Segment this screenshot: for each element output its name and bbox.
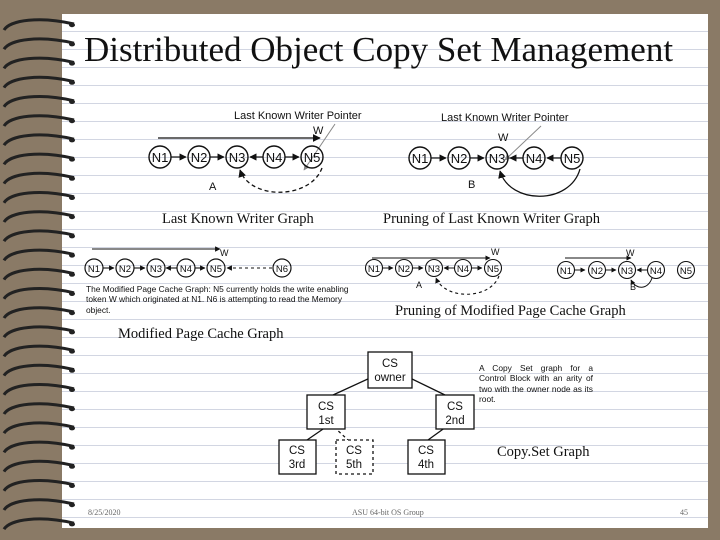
node-n2 xyxy=(188,146,210,168)
svg-text:N3: N3 xyxy=(620,266,634,277)
svg-text:N3: N3 xyxy=(149,264,163,275)
node-n1 xyxy=(366,260,383,277)
svg-text:5th: 5th xyxy=(346,459,362,471)
node-n5 xyxy=(301,146,323,168)
writer-label: W xyxy=(491,247,500,257)
label-a: A xyxy=(209,181,217,193)
mpc-pruned-b-graph xyxy=(558,248,695,292)
footer-page-number: 45 xyxy=(680,508,688,517)
mpc-pruned-a-graph xyxy=(366,247,502,294)
node-n4 xyxy=(648,262,665,279)
lkw-pruned-header: Last Known Writer Pointer xyxy=(441,112,569,124)
svg-text:CS: CS xyxy=(447,401,463,413)
dashed-arc xyxy=(240,168,322,192)
node-n4 xyxy=(455,260,472,277)
svg-text:1st: 1st xyxy=(318,415,334,427)
footer-date: 8/25/2020 xyxy=(88,508,121,517)
node-n1 xyxy=(85,259,103,277)
caption-lkw-graph: Last Known Writer Graph xyxy=(162,211,314,227)
svg-text:N1: N1 xyxy=(367,264,381,275)
node-n4 xyxy=(523,147,545,169)
svg-text:owner: owner xyxy=(374,372,406,384)
svg-text:4th: 4th xyxy=(418,459,434,471)
node-n2 xyxy=(448,147,470,169)
caption-lkw-pruned: Pruning of Last Known Writer Graph xyxy=(383,211,601,227)
svg-text:N5: N5 xyxy=(486,264,500,275)
node-n5 xyxy=(207,259,225,277)
svg-text:N5: N5 xyxy=(563,151,581,166)
edge-owner-1st xyxy=(333,378,370,395)
cs-2nd-node xyxy=(436,395,474,429)
node-n6 xyxy=(273,259,291,277)
node-n4 xyxy=(263,146,285,168)
node-n2 xyxy=(116,259,134,277)
svg-text:N4: N4 xyxy=(649,266,663,277)
lkw-header: Last Known Writer Pointer xyxy=(234,110,362,122)
writer-label: W xyxy=(220,248,229,258)
label-a: A xyxy=(416,280,423,290)
dashed-arc xyxy=(436,276,499,294)
writer-label: W xyxy=(498,132,509,144)
slide-title: Distributed Object Copy Set Management xyxy=(84,30,674,69)
svg-text:N1: N1 xyxy=(559,266,573,277)
svg-text:CS: CS xyxy=(318,401,334,413)
node-n4 xyxy=(177,259,195,277)
svg-text:CS: CS xyxy=(346,445,362,457)
prune-arc xyxy=(500,169,580,196)
svg-text:N4: N4 xyxy=(179,264,193,275)
svg-text:N4: N4 xyxy=(525,151,543,166)
copyset-note: A Copy Set graph for a Control Block with an arity of two with the owner node as its root. xyxy=(479,363,593,405)
node-n1 xyxy=(149,146,171,168)
svg-text:N4: N4 xyxy=(265,150,283,165)
node-n3 xyxy=(426,260,443,277)
mpc-note: The Modified Page Cache Graph: N5 currently holds the write enabling token W which originated at N1. N6 is attempting to read the Memory object. xyxy=(86,284,349,315)
svg-text:N5: N5 xyxy=(679,266,693,277)
node-n3 xyxy=(226,146,248,168)
svg-text:CS: CS xyxy=(418,445,434,457)
svg-text:CS: CS xyxy=(289,445,305,457)
node-n2 xyxy=(589,262,606,279)
node-n1 xyxy=(409,147,431,169)
label-b: B xyxy=(630,282,637,292)
node-n3 xyxy=(619,262,636,279)
svg-text:2nd: 2nd xyxy=(445,415,465,427)
svg-text:N1: N1 xyxy=(151,150,169,165)
cs-1st-node xyxy=(307,395,345,429)
cs-owner-node xyxy=(368,352,412,388)
svg-text:N2: N2 xyxy=(590,266,604,277)
svg-text:N3: N3 xyxy=(488,151,506,166)
svg-text:N4: N4 xyxy=(456,264,470,275)
svg-text:N2: N2 xyxy=(450,151,468,166)
node-n5 xyxy=(678,262,695,279)
cs-5th-node xyxy=(336,440,373,474)
svg-text:N5: N5 xyxy=(303,150,321,165)
node-n5 xyxy=(561,147,583,169)
cs-3rd-node xyxy=(279,440,316,474)
node-n5 xyxy=(485,260,502,277)
node-n1 xyxy=(558,262,575,279)
svg-text:N1: N1 xyxy=(87,264,101,275)
node-n3 xyxy=(486,147,508,169)
lkw-graph xyxy=(149,110,362,193)
svg-text:N2: N2 xyxy=(118,264,132,275)
edge-owner-2nd xyxy=(410,378,445,395)
copyset-graph xyxy=(279,352,474,474)
mpc-graph xyxy=(85,248,291,277)
svg-text:N1: N1 xyxy=(411,151,429,166)
svg-text:N3: N3 xyxy=(427,264,441,275)
footer-group: ASU 64-bit OS Group xyxy=(352,508,424,517)
node-n2 xyxy=(396,260,413,277)
svg-text:N2: N2 xyxy=(397,264,411,275)
svg-text:N3: N3 xyxy=(228,150,246,165)
lkw-pruned-graph xyxy=(409,112,583,196)
caption-mpc-graph: Modified Page Cache Graph xyxy=(118,326,284,342)
node-n3 xyxy=(147,259,165,277)
svg-text:N6: N6 xyxy=(275,264,289,275)
caption-mpc-pruned: Pruning of Modified Page Cache Graph xyxy=(395,303,626,319)
cs-4th-node xyxy=(408,440,445,474)
svg-text:N2: N2 xyxy=(190,150,208,165)
svg-text:3rd: 3rd xyxy=(288,459,306,471)
label-b: B xyxy=(468,179,476,191)
svg-text:CS: CS xyxy=(382,358,398,370)
svg-text:N5: N5 xyxy=(209,264,223,275)
writer-label: W xyxy=(626,248,635,258)
caption-copyset: Copy.Set Graph xyxy=(497,444,590,460)
writer-label: W xyxy=(313,125,324,137)
